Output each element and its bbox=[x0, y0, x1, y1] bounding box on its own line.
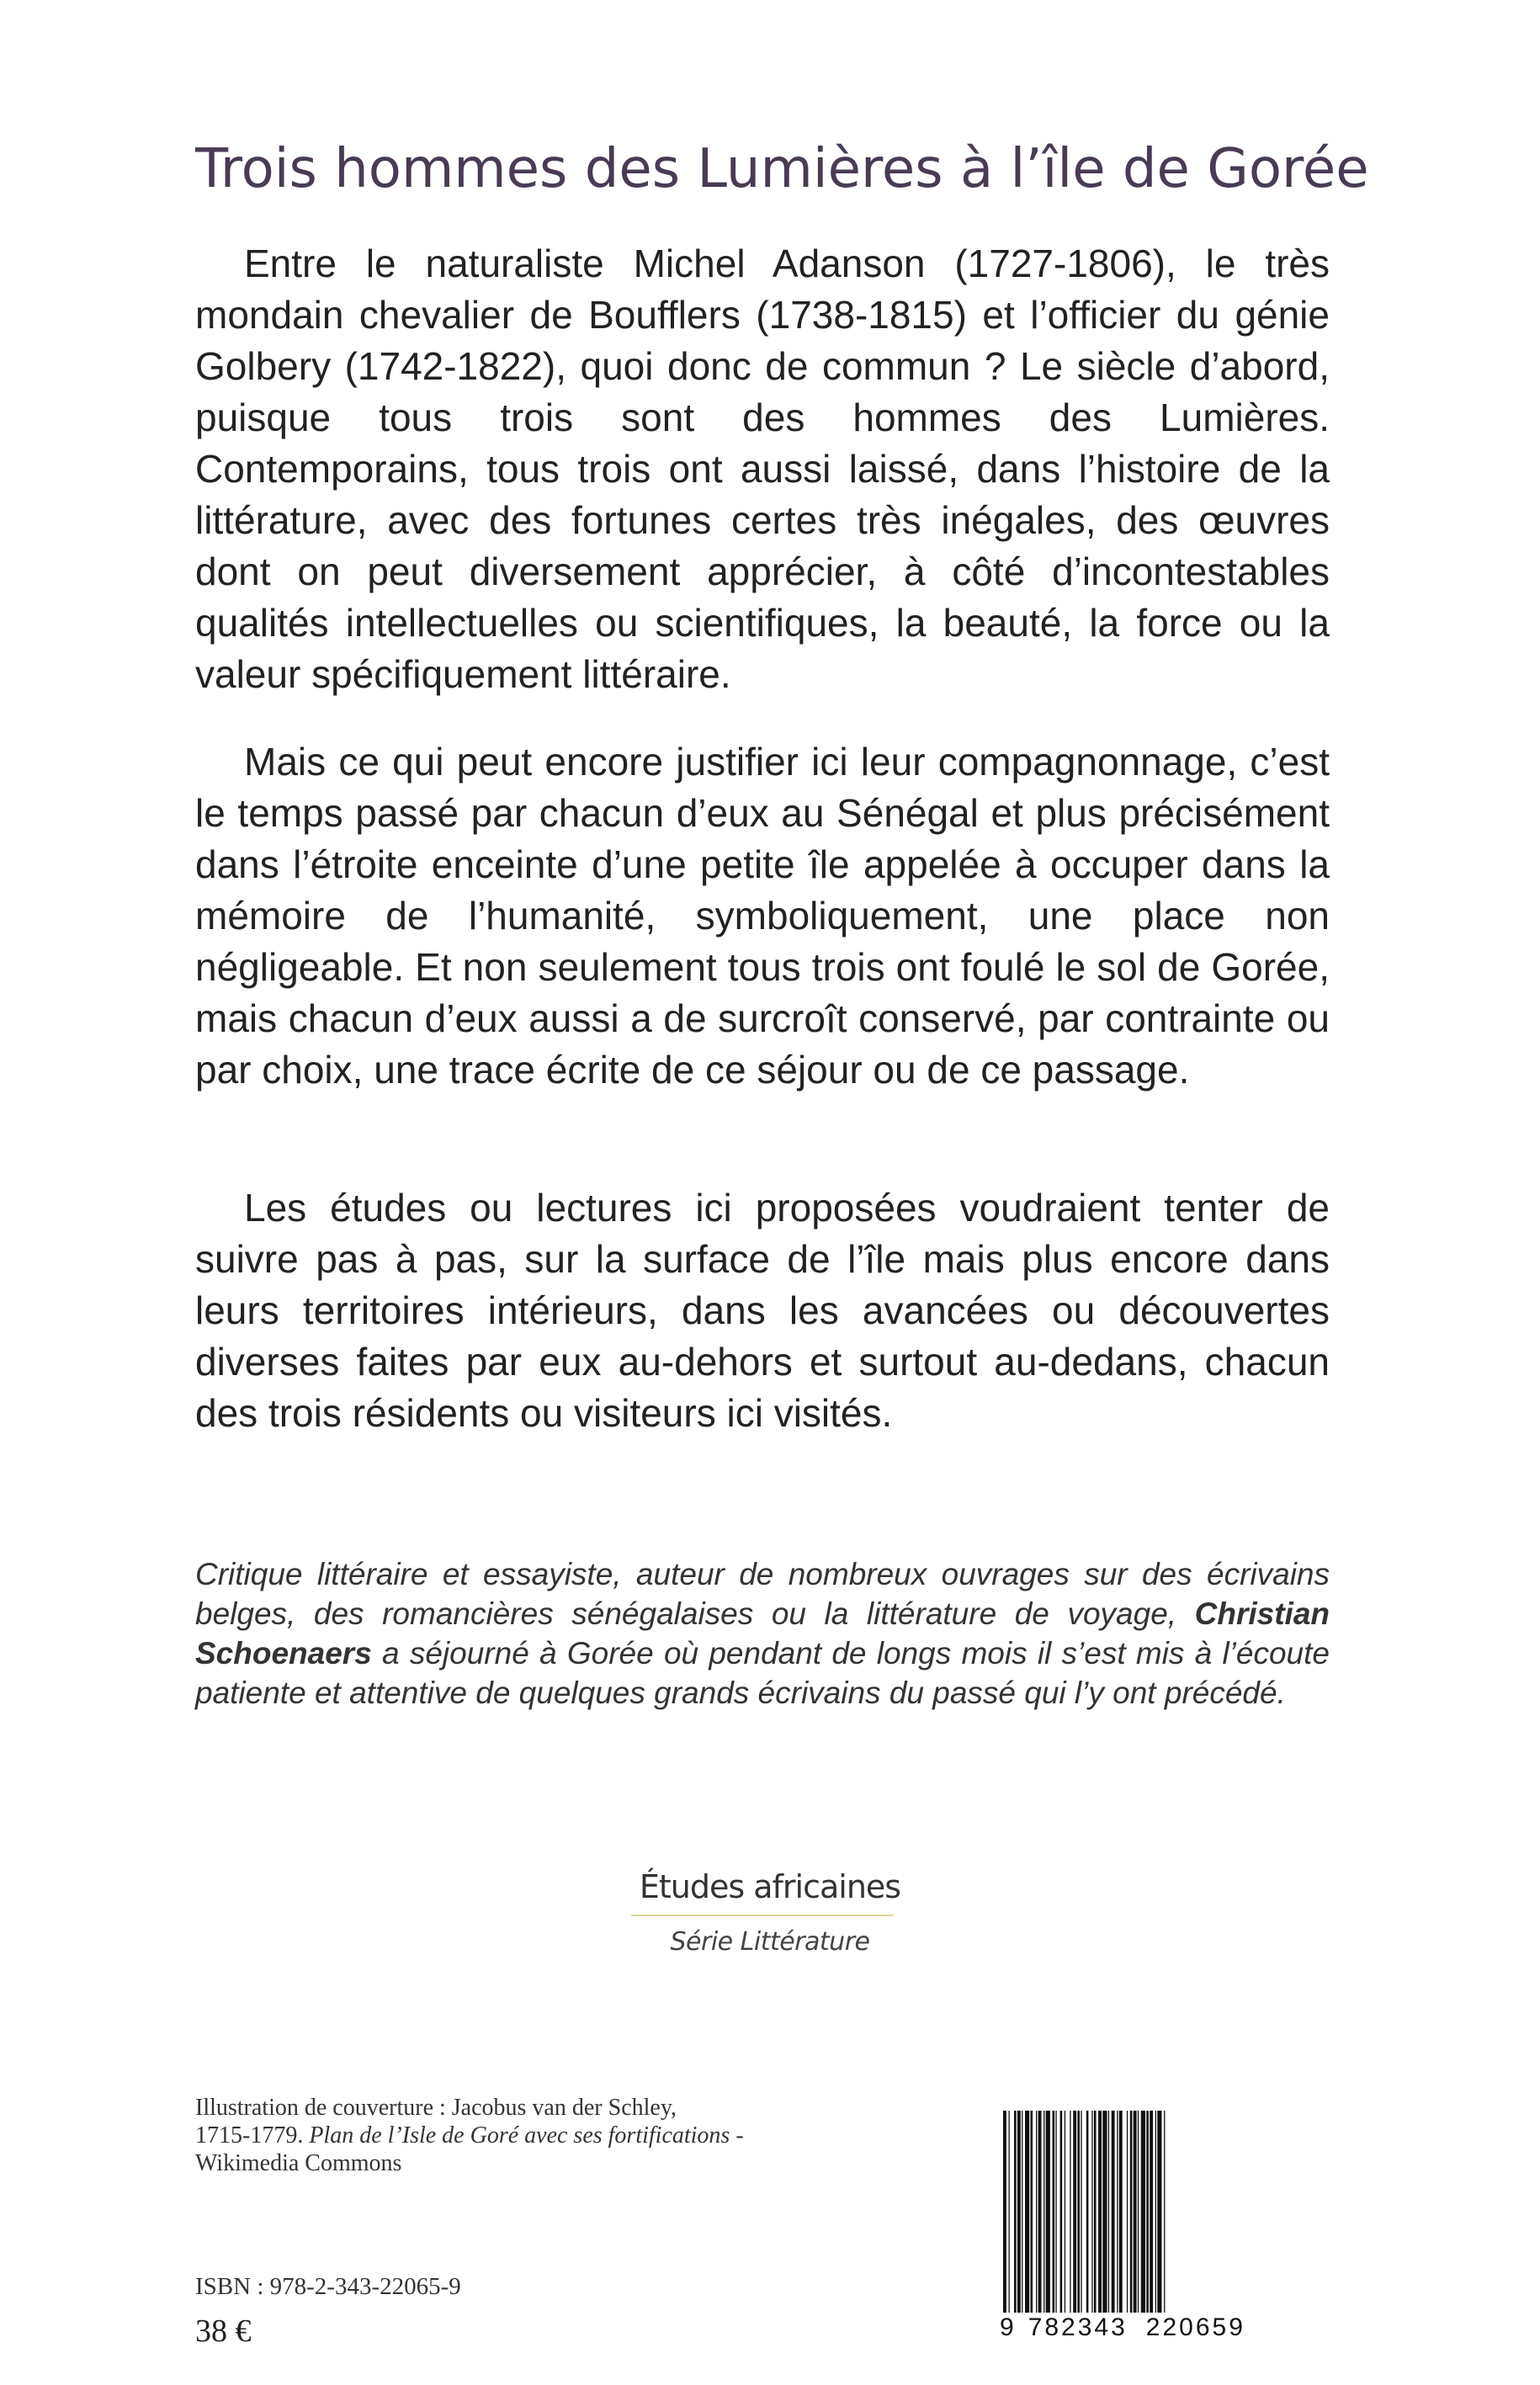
summary-paragraph-1: Entre le naturaliste Michel Adanson (1727-1806), le très mondain chevalier de Boufflers (1738-1815) et l’officier du génie Golbery (1742-1822), quoi donc de commun ? Le siècle d’abord, puisque tous trois sont des hommes des Lumières. Contemporains, tous trois ont aussi laissé, dans l’histoire de la littérature, avec des fortunes certes très inégales, des œuvres dont on peut diversement apprécier, à côté d’incontestables qualités intellectuelles ou scientifiques, la beauté, la force ou la valeur spécifiquement littéraire. bbox=[195, 242, 1330, 696]
book-title: Trois hommes des Lumières à l’île de Gorée bbox=[195, 137, 1369, 200]
series-name: Études africaines bbox=[639, 1868, 901, 1905]
series-divider bbox=[631, 1915, 894, 1916]
cover-credit-line-1: Illustration de couverture : Jacobus van der Schley, bbox=[195, 2095, 677, 2121]
cover-credit-line-3: Wikimedia Commons bbox=[195, 2150, 402, 2176]
cover-credit-suffix: - bbox=[730, 2122, 744, 2149]
cover-credit-line-2 bbox=[195, 2122, 885, 2149]
barcode-lead-digit: 9 bbox=[1000, 2313, 1017, 2341]
barcode-left-digits: 782343 bbox=[1028, 2313, 1128, 2341]
summary-paragraph-2: Mais ce qui peut encore justifier ici leur compagnonnage, c’est le temps passé par chacun d’eux au Sénégal et plus précisément dans l’étroite enceinte d’une petite île appelée à occuper dans la mémoire de l’humanité, symboliquement, une place non négligeable. Et non seulement tous trois ont foulé le sol de Gorée, mais chacun d’eux aussi a de surcroît conservé, par contrainte ou par choix, une trace écrite de ce séjour ou de ce passage. bbox=[195, 740, 1330, 1092]
author-bio bbox=[195, 1554, 1330, 1713]
summary-paragraph-3: Les études ou lectures ici proposées voudraient tenter de suivre pas à pas, sur la surface de l’île mais plus encore dans leurs territoires intérieurs, dans les avancées ou découvertes diverses faites par eux au-dehors et surtout au-dedans, chacun des trois résidents ou visiteurs ici visités. bbox=[195, 1186, 1330, 1435]
cover-credit bbox=[195, 2094, 885, 2177]
barcode-right-digits: 220659 bbox=[1145, 2313, 1245, 2341]
author-name: Christian Schoenaers bbox=[195, 1596, 1330, 1671]
series-subtitle: Série Littérature bbox=[670, 1927, 870, 1957]
isbn-text: ISBN : 978-2-343-22065-9 bbox=[195, 2273, 461, 2300]
price-text: 38 € bbox=[195, 2313, 252, 2349]
barcode-bars bbox=[1000, 2111, 1345, 2340]
barcode-number bbox=[1000, 2313, 1345, 2343]
cover-credit-work: Plan de l’Isle de Goré avec ses fortifications bbox=[309, 2122, 730, 2149]
author-bio-intro: Critique littéraire et essayiste, auteur de nombreux ouvrages sur des écrivains belges, des romancières sénégalaises ou la littérature de voyage, bbox=[195, 1557, 1330, 1631]
author-bio-rest: a séjourné à Gorée où pendant de longs mois il s’est mis à l’écoute patiente et attentive de quelques grands écrivains du passé qui l’y ont précédé. bbox=[195, 1636, 1330, 1710]
barcode bbox=[1000, 2111, 1345, 2340]
cover-credit-years: 1715-1779. bbox=[195, 2122, 310, 2149]
